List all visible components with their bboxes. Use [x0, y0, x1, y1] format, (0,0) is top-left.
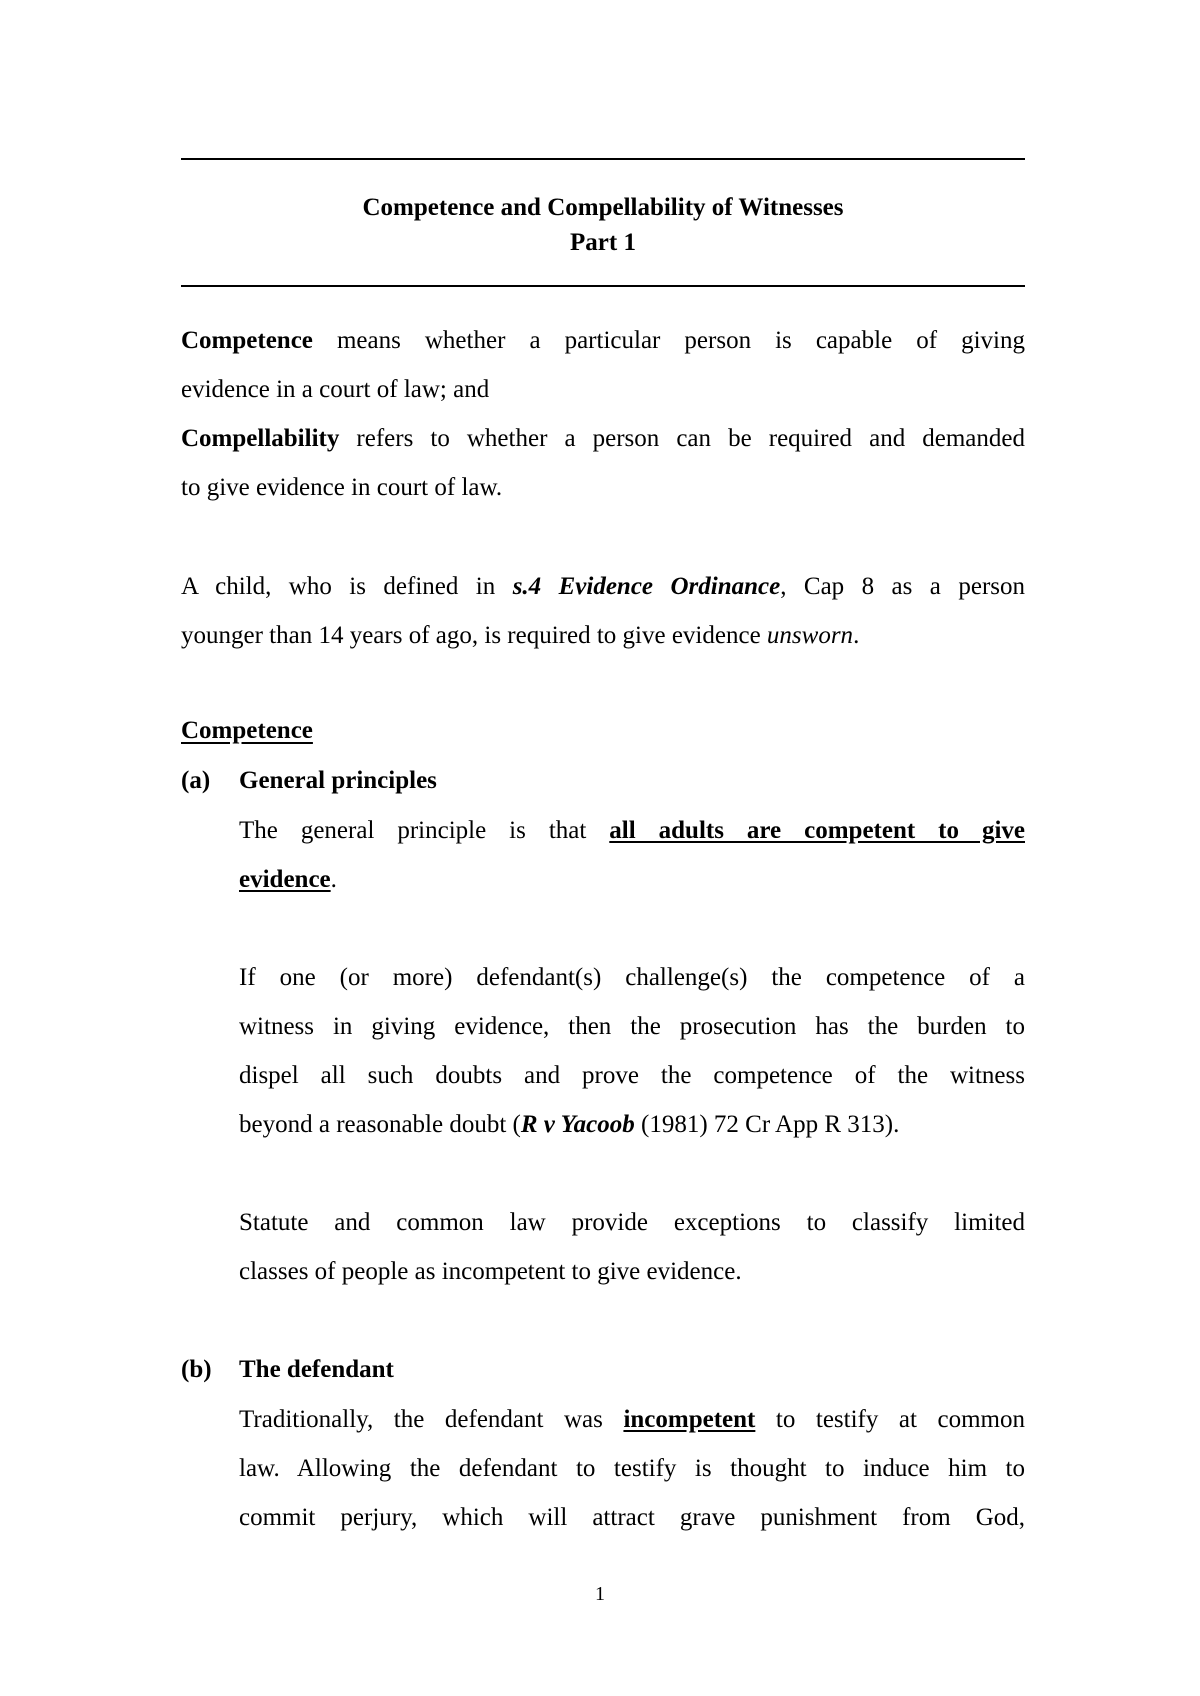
- intro-line-2: evidence in a court of law; and: [181, 376, 490, 403]
- competence-term: Competence: [181, 327, 313, 354]
- section-b-heading: [181, 1345, 394, 1394]
- title-line-1: Competence and Compellability of Witnesses: [362, 194, 844, 221]
- section-a-p2-line-2: witness in giving evidence, then the prosecution has the burden to: [239, 1013, 1025, 1040]
- defendant-text-b: to testify at common: [755, 1406, 1026, 1433]
- general-principle-period: .: [330, 866, 337, 893]
- compellability-definition-part: refers to whether a person can be required and demanded: [339, 425, 1025, 452]
- page-number: 1: [595, 1583, 605, 1605]
- general-principle-emphasis-2: evidence: [239, 866, 331, 893]
- section-a-p2-line-4: [239, 1100, 1025, 1149]
- case-citation: R v Yacoob: [520, 1111, 635, 1138]
- statute-reference: s.4 Evidence Ordinance: [512, 573, 781, 600]
- intro-definitions: [181, 316, 1025, 512]
- child-line-2: [181, 611, 1025, 660]
- section-a-title: General principles: [239, 767, 437, 794]
- general-principle-emphasis-1: all adults are competent to give: [609, 817, 1025, 844]
- section-a-heading: [181, 756, 437, 805]
- section-a-p2-line-1: If one (or more) defendant(s) challenge(s) the competence of a: [239, 964, 1025, 991]
- section-a-p1-line-1: [239, 806, 1025, 855]
- general-principle-text: The general principle is that: [239, 817, 610, 844]
- child-line-1: [181, 562, 1025, 611]
- child-text-d: .: [853, 622, 860, 649]
- child-text-c: younger than 14 years of ago, is required to give evidence: [181, 622, 767, 649]
- section-b-p1-line-3: commit perjury, which will attract grave punishment from God,: [239, 1504, 1025, 1531]
- section-a-p1-line-2: [239, 855, 1025, 904]
- section-b-title: The defendant: [239, 1356, 394, 1383]
- intro-line-1: [181, 316, 1025, 365]
- section-b-paragraph-1: [239, 1395, 1025, 1542]
- bottom-rule: [181, 285, 1025, 287]
- intro-line-3: [181, 414, 1025, 463]
- compellability-term: Compellability: [181, 425, 340, 452]
- child-text-b: , Cap 8 as a person: [780, 573, 1025, 600]
- section-a-label: (a): [181, 767, 211, 794]
- intro-line-4: to give evidence in court of law.: [181, 474, 503, 501]
- section-a-paragraph-3: [239, 1198, 1025, 1296]
- title-line-2: Part 1: [570, 229, 636, 256]
- competence-definition-part: means whether a particular person is capable of giving: [312, 327, 1025, 354]
- section-a-p3-line-2: classes of people as incompetent to give evidence.: [239, 1258, 742, 1285]
- case-reference: (1981) 72 Cr App R 313).: [634, 1111, 900, 1138]
- burden-text: beyond a reasonable doubt (: [239, 1111, 521, 1138]
- competence-heading: Competence: [181, 717, 313, 744]
- section-b-label: (b): [181, 1356, 212, 1383]
- child-paragraph: [181, 562, 1025, 660]
- section-a-paragraph-2: [239, 953, 1025, 1149]
- section-a-p2-line-3: dispel all such doubts and prove the competence of the witness: [239, 1062, 1025, 1089]
- defendant-text-a: Traditionally, the defendant was: [239, 1406, 624, 1433]
- document-title: [181, 190, 1025, 260]
- unsworn-term: unsworn: [766, 622, 854, 649]
- section-a-p3-line-1: Statute and common law provide exceptions to classify limited: [239, 1209, 1025, 1236]
- section-b-p1-line-2: law. Allowing the defendant to testify is thought to induce him to: [239, 1455, 1025, 1482]
- section-a-paragraph-1: [239, 806, 1025, 904]
- child-text-a: A child, who is defined in: [181, 573, 513, 600]
- top-rule: [181, 158, 1025, 160]
- incompetent-term: incompetent: [623, 1406, 756, 1433]
- section-b-p1-line-1: [239, 1395, 1025, 1444]
